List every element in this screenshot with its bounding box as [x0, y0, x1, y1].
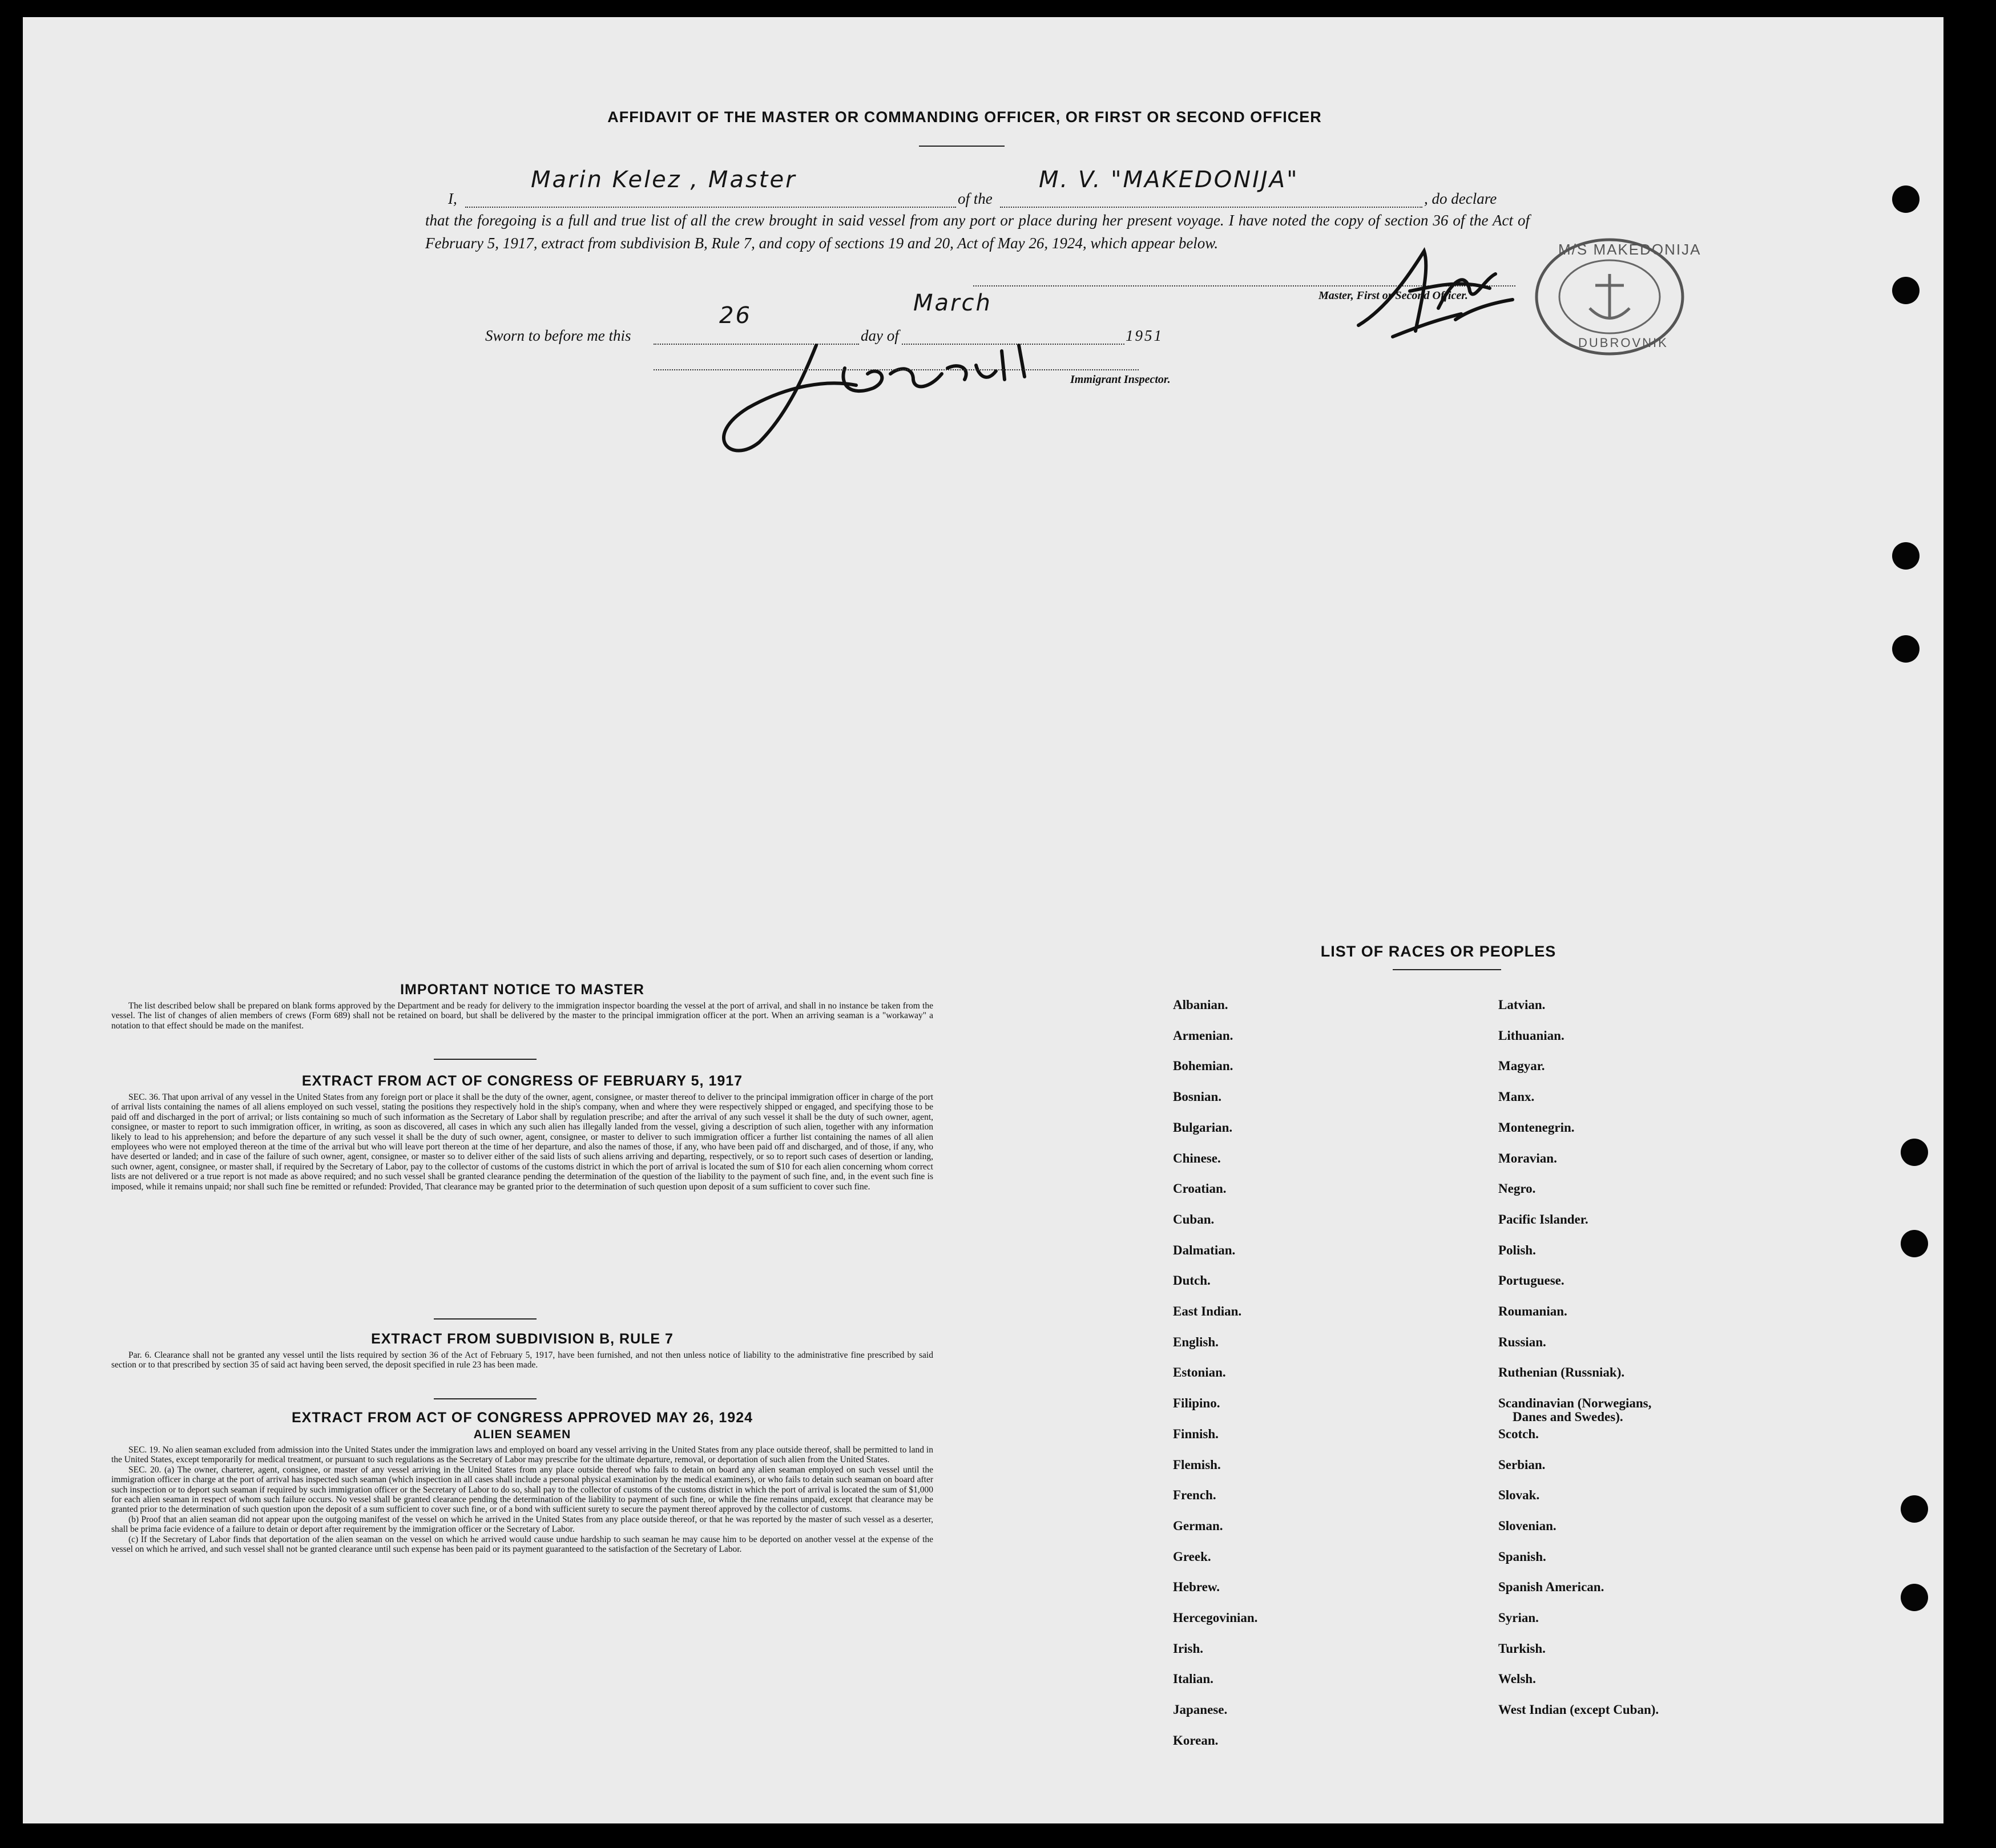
- race-item: Flemish.: [1173, 1457, 1221, 1472]
- binder-hole: [1901, 1139, 1928, 1166]
- race-item: Pacific Islander.: [1498, 1212, 1588, 1226]
- master-signature-caption: Master, First or Second Officer.: [1318, 289, 1468, 302]
- sworn-label: Sworn to before me this: [485, 327, 631, 344]
- stamp-top-text: M/S MAKEDONIJA: [1558, 241, 1701, 258]
- races-divider: [1393, 969, 1501, 970]
- of-the-label: of the: [958, 190, 993, 207]
- races-title: LIST OF RACES OR PEOPLES: [1320, 943, 1557, 960]
- notice-divider: [434, 1059, 537, 1060]
- race-item: Spanish American.: [1498, 1580, 1604, 1595]
- race-item: East Indian.: [1173, 1304, 1242, 1318]
- race-item: Montenegrin.: [1498, 1120, 1575, 1135]
- race-item: Italian.: [1173, 1672, 1213, 1686]
- extract-1917-title: EXTRACT FROM ACT OF CONGRESS OF FEBRUARY 5, 1917: [301, 1073, 743, 1089]
- race-item: Korean.: [1173, 1733, 1219, 1748]
- race-item: Armenian.: [1173, 1028, 1233, 1043]
- race-item: Negro.: [1498, 1181, 1536, 1196]
- race-item: Cuban.: [1173, 1212, 1215, 1226]
- race-item: Hercegovinian.: [1173, 1611, 1258, 1625]
- race-item: Manx.: [1498, 1090, 1535, 1104]
- stamp-bottom-text: DUBROVNIK: [1578, 336, 1668, 350]
- sec20c-paragraph: (c) If the Secretary of Labor finds that deportation of the alien seaman on the vessel on which he arrived would cause undue hardship to such seaman he may cause him to be deported on another vessel at the expense of the vessel on which he arrived, and such vessel shall not be granted clearance until such expense has been paid or its payment guaranteed to the satisfaction of the Secretary of Labor.: [111, 1534, 933, 1555]
- extract-1924-title: EXTRACT FROM ACT OF CONGRESS APPROVED MAY 26, 1924: [291, 1410, 753, 1426]
- inspector-signature-line: [654, 369, 1139, 370]
- race-item: Dalmatian.: [1173, 1242, 1236, 1257]
- race-item: Japanese.: [1173, 1702, 1228, 1717]
- race-item: Syrian.: [1498, 1611, 1539, 1625]
- race-item: Russian.: [1498, 1334, 1546, 1349]
- day-of-label: day of: [861, 327, 899, 344]
- extract-1924-body: [111, 1445, 933, 1554]
- notice-paragraph: The list described below shall be prepared on blank forms approved by the Department and be ready for delivery to the immigration inspector boarding the vessel at the port of arrival, and shall in no instance be taken from the vessel. The list of changes of alien members of crews (Form 689) shall not be retained on board, but shall be delivered by the master to the principal immigration officer at the port. When an arriving seaman is a "workaway" a notation to that effect should be made on the manifest.: [111, 1001, 933, 1031]
- race-item: English.: [1173, 1334, 1219, 1349]
- sec19-paragraph: SEC. 19. No alien seaman excluded from admission into the United States under the immigration laws and employed on board any vessel arriving in the United States from any place outside thereof, shall be permitted to land in the United States, except temporarily for medical treatment, or pursuant to such regulations as the Secretary of Labor may prescribe for the ultimate departure, removal, or deportation of such alien from the United States.: [111, 1445, 933, 1465]
- race-item: Welsh.: [1498, 1672, 1536, 1686]
- rule7-paragraph: Par. 6. Clearance shall not be granted any vessel until the lists required by section 36 of the Act of February 5, 1917, have been furnished, and not then unless notice of liability to the administrative fine prescribed by said section or to that prescribed by section 35 of said act having been served, the deposit specified in rule 23 has been made.: [111, 1350, 933, 1370]
- binder-hole: [1892, 635, 1920, 663]
- race-item: Serbian.: [1498, 1457, 1546, 1472]
- binder-hole: [1892, 185, 1920, 213]
- race-item: West Indian (except Cuban).: [1498, 1702, 1659, 1717]
- rule7-title: EXTRACT FROM SUBDIVISION B, RULE 7: [371, 1331, 674, 1347]
- race-item: Roumanian.: [1498, 1304, 1567, 1318]
- race-item: Finnish.: [1173, 1426, 1219, 1441]
- sec20b-paragraph: (b) Proof that an alien seaman did not appear upon the outgoing manifest of the vessel on which he arrived in the United States from any place outside thereof, or that he was reported by the master of such vessel as a deserter, shall be prima facie evidence of a failure to detain or deport after requirement by the immigration officer or the Secretary of Labor.: [111, 1514, 933, 1535]
- race-item: Albanian.: [1173, 998, 1228, 1012]
- race-item: Filipino.: [1173, 1396, 1220, 1411]
- race-item: Chinese.: [1173, 1151, 1221, 1165]
- sworn-month-handwritten: March: [913, 290, 992, 316]
- race-item: Turkish.: [1498, 1641, 1546, 1656]
- race-item: Magyar.: [1498, 1059, 1545, 1074]
- race-item: Croatian.: [1173, 1181, 1227, 1196]
- race-item: Slovak.: [1498, 1488, 1540, 1503]
- extract-1917-body: [111, 1092, 933, 1192]
- race-item: Irish.: [1173, 1641, 1204, 1656]
- binder-hole: [1892, 542, 1920, 570]
- race-item: Portuguese.: [1498, 1273, 1564, 1288]
- race-item: Latvian.: [1498, 998, 1546, 1012]
- declaration-text: that the foregoing is a full and true list of all the crew brought in said vessel from any port or place during her present voyage. I have noted the copy of section 36 of the Act of February 5, 1917, extract from subdivision B, Rule 7, and copy of sections 19 and 20, Act of May 26, 1924, which appear below.: [425, 212, 1530, 252]
- binder-hole: [1901, 1230, 1928, 1257]
- race-item: Scandinavian (Norwegians,: [1498, 1396, 1652, 1411]
- race-item: Lithuanian.: [1498, 1028, 1564, 1043]
- binder-hole: [1892, 277, 1920, 304]
- document-sheet: [23, 17, 1943, 1823]
- race-item: Moravian.: [1498, 1151, 1557, 1165]
- race-item: Bosnian.: [1173, 1090, 1222, 1104]
- race-item: Spanish.: [1498, 1549, 1546, 1564]
- race-item: Scotch.: [1498, 1426, 1539, 1441]
- race-item: Hebrew.: [1173, 1580, 1220, 1595]
- sec20a-paragraph: SEC. 20. (a) The owner, charterer, agent, consignee, or master of any vessel arriving in the United States from any place outside thereof who fails to detain on board any alien seaman employed on such vessel until the immigration officer in charge at the port of arrival has inspected such seaman (which inspection in all cases shall include a personal physical examination by the medical examiners), or who fails to detain such seaman on board after such inspection or to deport such seaman if required by such immigration officer or the Secretary of Labor to do so, shall pay to the collector of customs of the customs district in which the port of arrival is located the sum of $1,000 for each alien seaman in respect of whom such failure occurs. No vessel shall be granted clearance pending the determination of the liability to payment of such fine, or while the fine remains unpaid, except that clearance may be granted prior to the determination of such question upon the deposit of a sum sufficient to cover such fine, or of a bond with sufficient surety to secure the payment thereof approved by the collector of customs.: [111, 1464, 933, 1515]
- notice-title: IMPORTANT NOTICE TO MASTER: [400, 982, 644, 998]
- race-item: Bohemian.: [1173, 1059, 1233, 1074]
- vessel-name-handwritten: M. V. "MAKEDONIJA": [1039, 167, 1299, 193]
- sec36-paragraph: SEC. 36. That upon arrival of any vessel in the United States from any foreign port or place it shall be the duty of the owner, agent, consignee, or master thereof to deliver to the principal immigration officer in charge of the port of arrival lists containing the names of all aliens employed on such vessel, stating the positions they respectively hold in the ship's company, when and where they were respectively shipped or engaged, and specifying those to be paid off and discharged in the port of arrival; or lists containing so much of such information as the Secretary of Labor shall by regulation prescribe; and after the arrival of any such vessel it shall be the duty of such owner, agent, consignee, or master to report to such immigration officer, in writing, as soon as discovered, all cases in which any such alien has illegally landed from the vessel, giving a description of such alien, together with any information likely to lead to his apprehension; and before the departure of any such vessel it shall be the duty of such owner, agent, consignee, or master to deliver to such immigration officer a further list containing the names of all alien employees who were not employed thereon at the time of the arrival but who will leave port thereon at the time of her departure, and also the names of those, if any, who have been paid off and discharged, and of those, if any, who have deserted or landed; and in case of the failure of such owner, agent, consignee, or master so to deliver either of the said lists of such aliens arriving and departing, respectively, or so to report such cases of desertion or landing, such owner, agent, consignee, or master shall, if required by the Secretary of Labor, pay to the collector of customs of the customs district in which the port of arrival is located the sum of $10 for each alien concerning whom correct lists are not delivered or a true report is not made as above required; and no such vessel shall be granted clearance pending the determination of the question of the liability to the payment of such fine, and, in the event such fine is imposed, while it remains unpaid; nor shall such fine be remitted or refunded: Provided, That clearance may be granted prior to the determination of such question upon deposit of a sum sufficient to cover such fine.: [111, 1092, 933, 1192]
- extract-1924-subtitle: ALIEN SEAMEN: [473, 1428, 571, 1441]
- race-item: Dutch.: [1173, 1273, 1211, 1288]
- rule7-divider: [434, 1398, 537, 1399]
- race-item: German.: [1173, 1518, 1223, 1533]
- master-name-line: [465, 207, 956, 208]
- race-item: Greek.: [1173, 1549, 1211, 1564]
- title-divider: [919, 146, 1005, 147]
- vessel-name-line: [1000, 207, 1422, 208]
- i-label: I,: [448, 190, 457, 207]
- race-item: French.: [1173, 1488, 1216, 1503]
- affidavit-title: AFFIDAVIT OF THE MASTER OR COMMANDING OFFICER, OR FIRST OR SECOND OFFICER: [607, 108, 1322, 126]
- race-item: Slovenian.: [1498, 1518, 1557, 1533]
- inspector-caption: Immigrant Inspector.: [1070, 373, 1171, 386]
- race-item: Polish.: [1498, 1242, 1536, 1257]
- rule7-body: [111, 1350, 933, 1370]
- race-item: Ruthenian (Russniak).: [1498, 1365, 1625, 1380]
- binder-hole: [1901, 1495, 1928, 1523]
- extract-1917-divider: [434, 1318, 537, 1320]
- sworn-year: 1951: [1126, 327, 1163, 344]
- inspector-signature: [708, 334, 1073, 471]
- race-item: Danes and Swedes).: [1513, 1410, 1623, 1425]
- binder-hole: [1901, 1584, 1928, 1611]
- race-item: Bulgarian.: [1173, 1120, 1233, 1135]
- do-declare-label: , do declare: [1424, 190, 1497, 207]
- notice-body: [111, 1001, 933, 1031]
- master-name-handwritten: Marin Kelez , Master: [531, 167, 797, 193]
- race-item: Estonian.: [1173, 1365, 1226, 1380]
- sworn-day-handwritten: 26: [719, 302, 752, 329]
